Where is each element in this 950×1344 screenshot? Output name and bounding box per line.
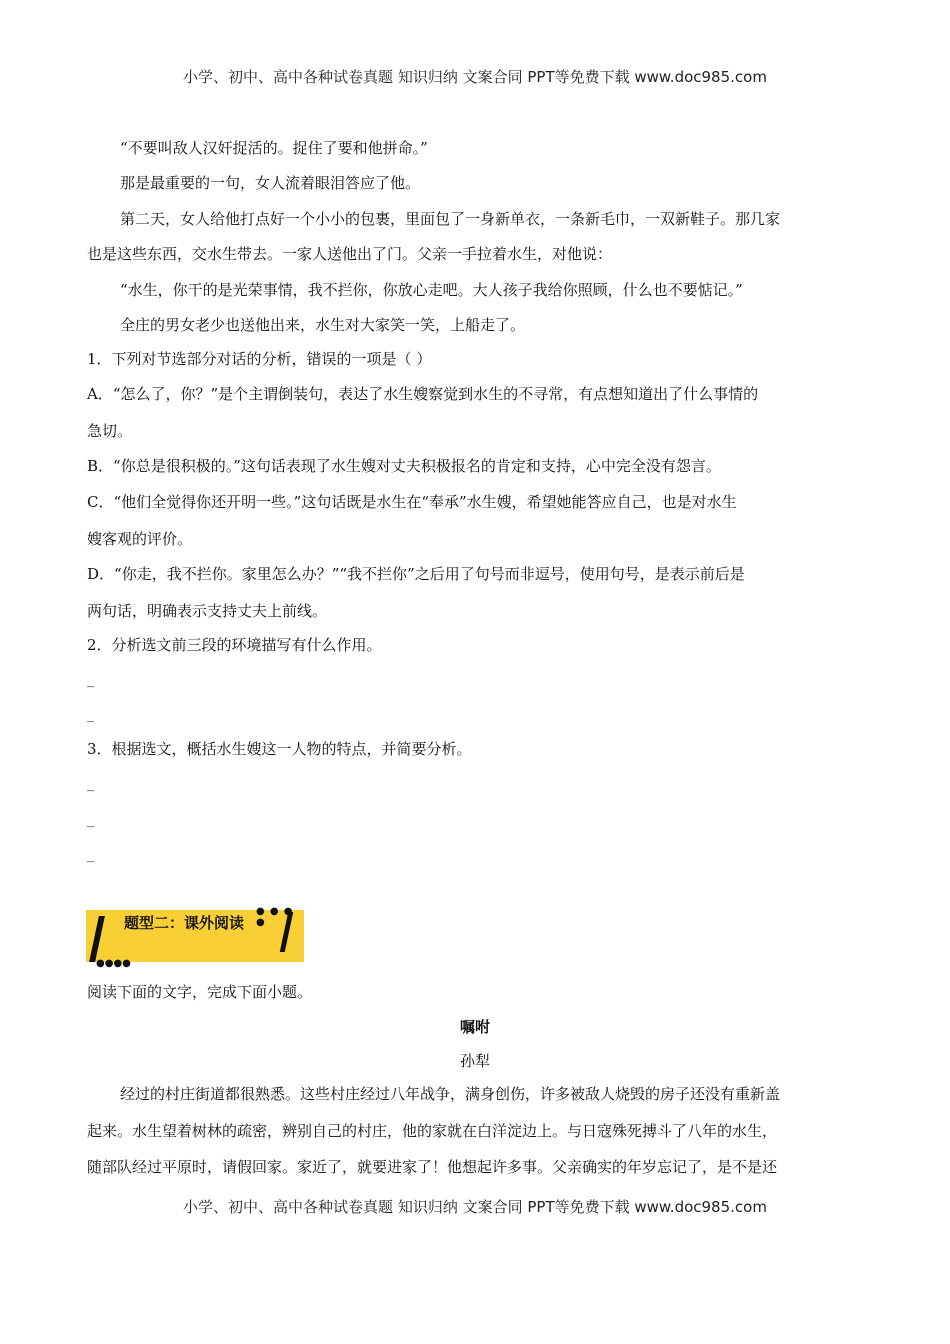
answer-blank[interactable]: _: [87, 847, 94, 863]
passage-line: 全庄的男女老少也送他出来，水生对大家笑一笑，上船走了。: [120, 316, 526, 334]
page-footer: 小学、初中、高中各种试卷真题 知识归纳 文案合同 PPT等免费下载 www.doc985.com: [183, 1198, 767, 1216]
option-c-cont: 嫂客观的评价。: [87, 530, 193, 548]
question-3: 3．根据选文，概括水生嫂这一人物的特点，并简要分析。: [87, 740, 472, 758]
story-author: 孙犁: [459, 1052, 490, 1070]
answer-blank[interactable]: _: [87, 812, 94, 828]
option-d-cont: 两句话，明确表示支持丈夫上前线。: [87, 602, 328, 620]
question-1: 1．下列对节选部分对话的分析，错误的一项是（ ）: [87, 350, 432, 368]
passage-line: 那是最重要的一句，女人流着眼泪答应了他。: [120, 174, 421, 192]
answer-blank[interactable]: _: [87, 707, 94, 723]
option-d: D．“你走，我不拦你。家里怎么办？”“我不拦你”之后用了句号而非逗号，使用句号，是表示前后是: [87, 565, 745, 583]
story-line: 经过的村庄街道都很熟悉。这些村庄经过八年战争，满身创伤，许多被敌人烧毁的房子还没有重新盖: [120, 1085, 781, 1103]
page-header: 小学、初中、高中各种试卷真题 知识归纳 文案合同 PPT等免费下载 www.doc985.com: [183, 68, 767, 86]
passage-line: 第二天，女人给他打点好一个小小的包裹，里面包了一身新单衣，一条新毛巾，一双新鞋子。那几家: [120, 210, 781, 228]
option-b: B．“你总是很积极的。”这句话表现了水生嫂对丈夫积极报名的肯定和支持，心中完全没有怨言。: [87, 457, 721, 475]
option-a-cont: 急切。: [87, 422, 133, 440]
answer-blank[interactable]: _: [87, 672, 94, 688]
section-instruction: 阅读下面的文字，完成下面小题。: [87, 983, 313, 1001]
option-a: A．“怎么了，你？”是个主谓倒装句，表达了水生嫂察觉到水生的不寻常，有点想知道出了什么事情的: [87, 385, 759, 403]
story-line: 随部队经过平原时，请假回家。家近了，就要进家了！他想起许多事。父亲确实的年岁忘记了，是不是还: [87, 1158, 778, 1176]
banner-dots-decoration: ●●●●: [96, 958, 131, 969]
passage-line: “水生，你干的是光荣事情，我不拦你，你放心走吧。大人孩子我给你照顾，什么也不要惦记。”: [120, 281, 743, 299]
story-line: 起来。水生望着树林的疏密，辨别自己的村庄，他的家就在白洋淀边上。与日寇殊死搏斗了八年的水生，: [87, 1122, 778, 1140]
story-title: 嘱咐: [459, 1018, 490, 1036]
option-c: C．“他们全觉得你还开明一些。”这句话既是水生在“奉承”水生嫂，希望她能答应自己，也是对水生: [87, 493, 737, 511]
section-title: 题型二：课外阅读: [124, 914, 245, 932]
question-2: 2．分析选文前三段的环境描写有什么作用。: [87, 636, 382, 654]
banner-dots-decoration: ● ● ● ●: [256, 906, 294, 928]
passage-line: 也是这些东西，交水生带去。一家人送他出了门。父亲一手拉着水生，对他说：: [87, 245, 613, 263]
section-banner: [86, 906, 306, 969]
passage-line: “不要叫敌人汉奸捉活的。捉住了要和他拼命。”: [120, 139, 428, 157]
answer-blank[interactable]: _: [87, 776, 94, 792]
